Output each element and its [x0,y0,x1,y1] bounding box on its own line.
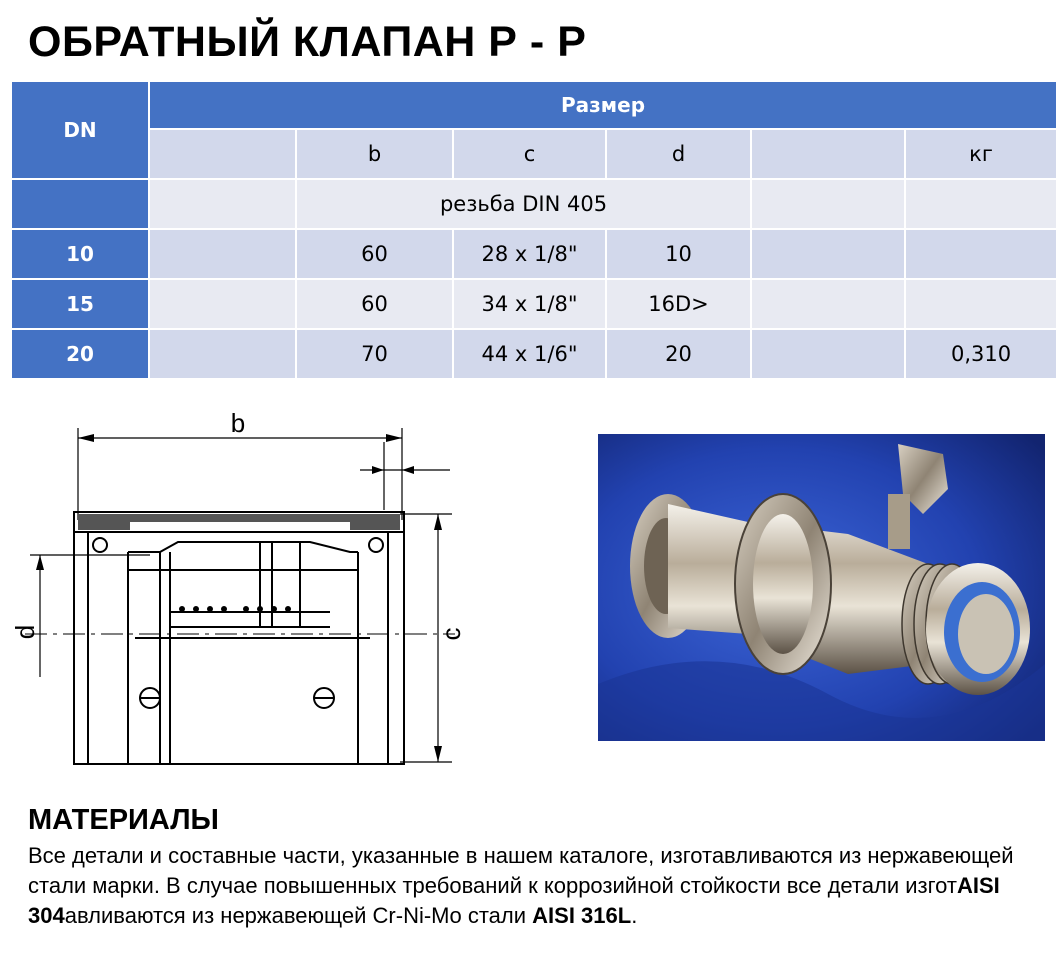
valve-technical-drawing [10,402,470,772]
table-cell [905,179,1057,229]
table-cell [751,329,905,379]
dn-cell: 20 [11,329,149,379]
b-cell: 60 [296,229,453,279]
c-cell: 44 x 1/6" [453,329,606,379]
column-header [149,129,296,179]
column-header [751,129,905,179]
page-title: ОБРАТНЫЙ КЛАПАН Р - Р [28,18,587,66]
table-cell [751,179,905,229]
thread-label: резьба DIN 405 [296,179,751,229]
materials-text-part: авливаются из нержавеющей Cr-Ni-Mo стали [64,903,533,928]
size-header: Размер [149,81,1057,129]
kg-cell: 0,310 [905,329,1057,379]
materials-text-part: Все детали и составные части, указанные в нашем каталоге, изготавливаются из нержавеющей стали марки. В случае повышенных требований к коррозийной стойкости все детали изгот [28,843,1014,898]
table-cell [751,229,905,279]
d-cell: 20 [606,329,751,379]
materials-text [28,841,1048,931]
table-row [11,279,1057,329]
spec-table [10,80,1058,380]
column-header-kg: кг [905,129,1057,179]
table-row [11,329,1057,379]
table-subheader-row [11,129,1057,179]
column-header-c: c [453,129,606,179]
kg-cell [905,279,1057,329]
materials-text-part: . [631,903,638,928]
dim-label-c: c [436,627,466,641]
table-header-row [11,81,1057,129]
materials-grade-aisi-316l: AISI 316L [532,903,632,928]
c-cell: 28 x 1/8" [453,229,606,279]
table-cell [149,229,296,279]
dn-header: DN [11,81,149,179]
materials-grade-aisi-304: AISI 304 [28,873,1000,928]
dn-cell: 15 [11,279,149,329]
column-header-b: b [296,129,453,179]
dn-cell: 10 [11,229,149,279]
b-cell: 60 [296,279,453,329]
dim-label-d: d [10,624,40,640]
dn-cell [11,179,149,229]
table-cell [751,279,905,329]
table-cell [149,329,296,379]
table-cell [149,279,296,329]
d-cell: 10 [606,229,751,279]
valve-photo [598,434,1045,741]
table-cell [149,179,296,229]
b-cell: 70 [296,329,453,379]
materials-heading: МАТЕРИАЛЫ [28,804,219,836]
c-cell: 34 x 1/8" [453,279,606,329]
kg-cell [905,229,1057,279]
column-header-d: d [606,129,751,179]
dim-label-b: b [230,408,246,438]
d-cell: 16D> [606,279,751,329]
table-row [11,229,1057,279]
table-thread-row [11,179,1057,229]
